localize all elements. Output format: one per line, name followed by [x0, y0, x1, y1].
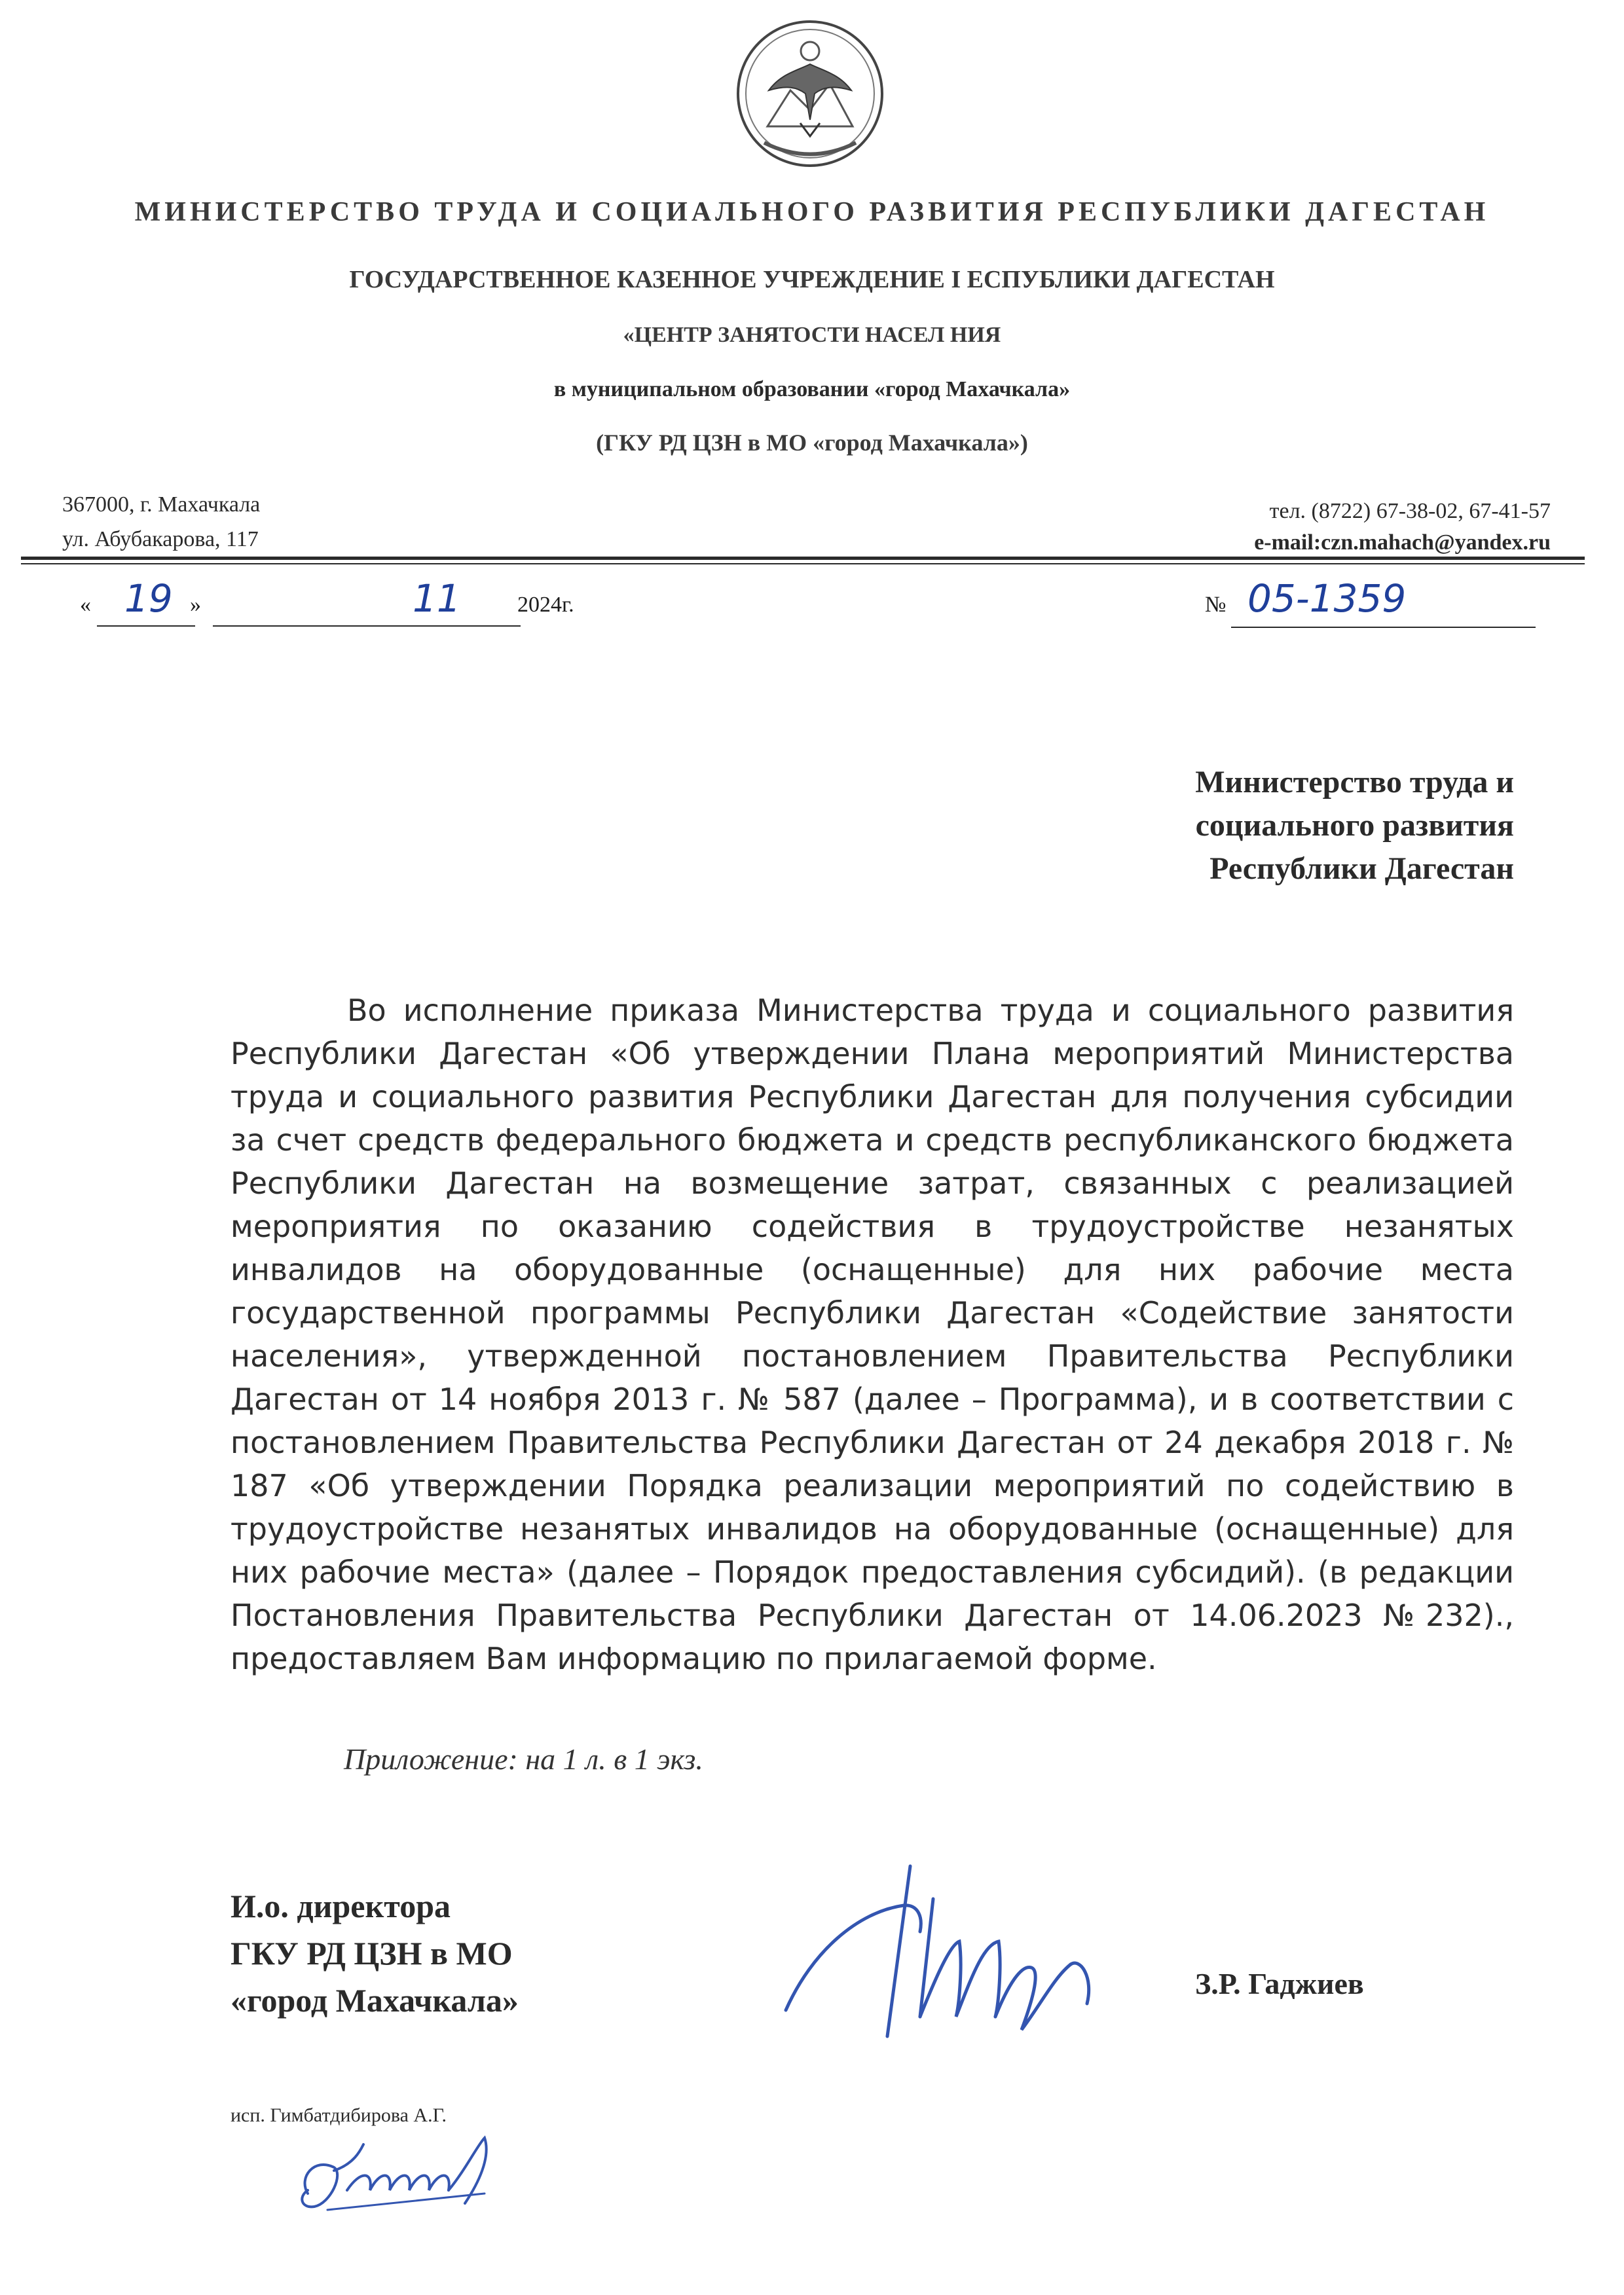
- date-close-quote: »: [190, 593, 201, 617]
- municipality-line: в муниципальном образовании «город Махачкала»: [553, 377, 1071, 401]
- attachment-note: Приложение: на 1 л. в 1 экз.: [344, 1742, 703, 1776]
- signature-title: [231, 1882, 519, 2024]
- center-name: «ЦЕНТР ЗАНЯТОСТИ НАСЕЛ НИЯ: [623, 323, 1001, 347]
- outgoing-number: 05-1359: [1247, 576, 1407, 621]
- recipient-line-3: Республики Дагестан: [1209, 851, 1514, 886]
- month-underline: [213, 625, 521, 627]
- ministry-header: МИНИСТЕРСТВО ТРУДА И СОЦИАЛЬНОГО РАЗВИТИЯ РЕСПУБЛИКИ ДАГЕСТАН: [134, 197, 1490, 227]
- date-open-quote: «: [80, 593, 91, 617]
- header-rule-thick: [21, 557, 1585, 560]
- signature-title-3: «город Махачкала»: [231, 1982, 519, 2019]
- address-line-1: 367000, г. Махачкала: [62, 492, 261, 517]
- letter-body: Во исполнение приказа Министерства труда и социального развития Республики Дагестан «Об утверждении Плана мероприятий Министерства труда и социального развития Республики Дагестан для получения субсидии за счет средств федерального бюджета и средств республиканского бюджета Республики Дагестан на возмещение затрат, связанных с реализацией мероприятия по оказанию содействия в трудоустройстве незанятых инвалидов на оборудованные (оснащенные) для них рабочие места государственной программы Республики Дагестан «Содействие занятости населения», утвержденной постановлением Правительства Республики Дагестан от 14 ноября 2013 г. № 587 (далее – Программа), и в соответствии с постановлением Правительства Республики Дагестан от 24 декабря 2018 г. № 187 «Об утверждении Порядка реализации мероприятий по содействию в трудоустройстве незанятых инвалидов на оборудованные (оснащенные) для них рабочие места» (далее – Порядок предоставления субсидий). (в редакции Постановления Правительства Республики Дагестан от 14.06.2023 №232)., предоставляем Вам информацию по прилагаемой форме.: [231, 993, 1514, 1676]
- day-underline: [97, 625, 195, 627]
- email: e-mail:czn.mahach@yandex.ru: [1254, 530, 1551, 555]
- signature-executor: [288, 2131, 511, 2223]
- date-month: 11: [413, 576, 461, 621]
- recipient-block: [1195, 761, 1514, 890]
- executor-name: исп. Гимбатдибирова А.Г.: [231, 2104, 447, 2126]
- date-year: 2024г.: [517, 593, 574, 617]
- short-name: (ГКУ РД ЦЗН в МО «город Махачкала»): [596, 430, 1028, 456]
- signatory-name: З.Р. Гаджиев: [1195, 1967, 1364, 2000]
- number-underline: [1231, 627, 1536, 628]
- recipient-line-1: Министерство труда и: [1195, 765, 1514, 799]
- number-label: №: [1205, 593, 1227, 617]
- recipient-line-2: социального развития: [1195, 808, 1514, 843]
- address-line-2: ул. Абубакарова, 117: [62, 527, 259, 551]
- signature-director: [773, 1853, 1139, 2056]
- signature-title-2: ГКУ РД ЦЗН в МО: [231, 1935, 513, 1972]
- phone: тел. (8722) 67-38-02, 67-41-57: [1269, 499, 1551, 523]
- header-rule-thin: [21, 563, 1585, 564]
- date-day: 19: [124, 576, 173, 621]
- dagestan-emblem-icon: [728, 12, 892, 175]
- signature-title-1: И.о. директора: [231, 1888, 451, 1924]
- institution-header: ГОСУДАРСТВЕННОЕ КАЗЕННОЕ УЧРЕЖДЕНИЕ I ЕСПУБЛИКИ ДАГЕСТАН: [349, 266, 1275, 293]
